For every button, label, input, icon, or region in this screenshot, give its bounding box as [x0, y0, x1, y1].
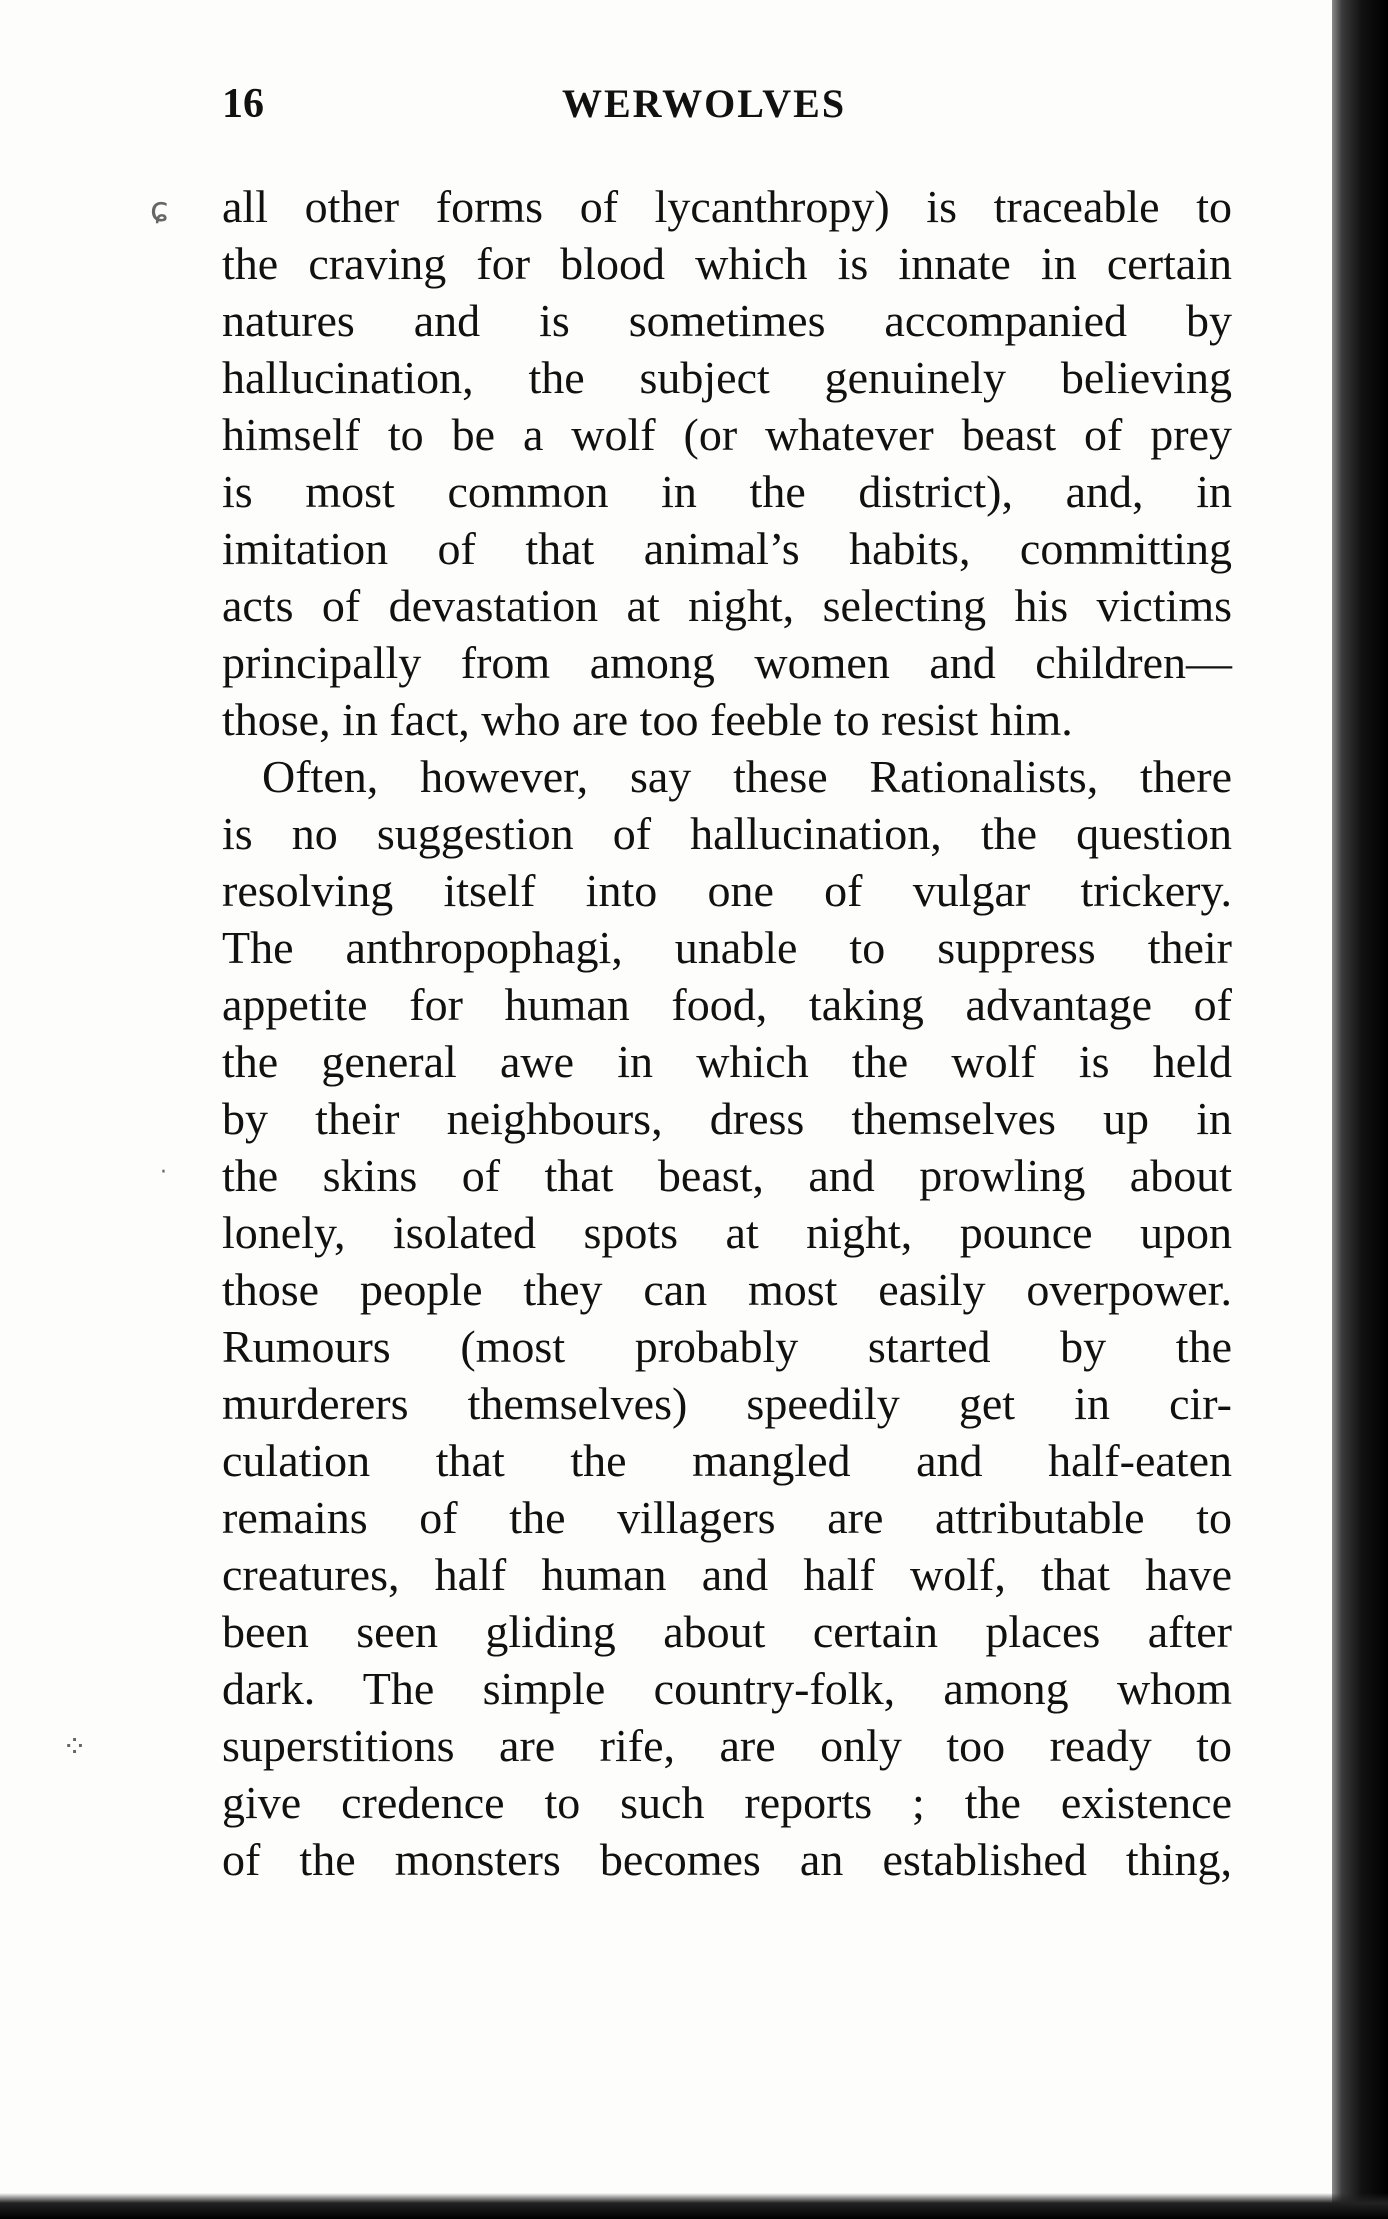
- text-line: himself to be a wolf (or whatever beast of prey: [222, 409, 1232, 460]
- text-line: Often, however, say these Rationalists, there: [262, 751, 1232, 802]
- text-line: creatures, half human and half wolf, that have: [222, 1549, 1232, 1600]
- body-text: [222, 178, 1232, 1888]
- text-line: the craving for blood which is innate in certain: [222, 238, 1232, 289]
- text-line: those, in fact, who are too feeble to resist him.: [222, 694, 1073, 745]
- margin-speck: ·: [160, 1160, 167, 1185]
- text-line: dark. The simple country-folk, among whom: [222, 1663, 1232, 1714]
- text-line: the general awe in which the wolf is held: [222, 1036, 1232, 1087]
- text-line: principally from among women and children—: [222, 637, 1232, 688]
- text-line: hallucination, the subject genuinely believing: [222, 352, 1232, 403]
- text-line: murderers themselves) speedily get in cir-: [222, 1378, 1232, 1429]
- text-line: lonely, isolated spots at night, pounce upon: [222, 1207, 1232, 1258]
- text-line: acts of devastation at night, selecting his victims: [222, 580, 1232, 631]
- text-line: by their neighbours, dress themselves up in: [222, 1093, 1232, 1144]
- text-line: natures and is sometimes accompanied by: [222, 295, 1232, 346]
- text-line: Rumours (most probably started by the: [222, 1321, 1232, 1372]
- text-line: been seen gliding about certain places after: [222, 1606, 1232, 1657]
- page-number: 16: [222, 81, 264, 127]
- text-line: give credence to such reports ; the existence: [222, 1777, 1232, 1828]
- text-line: remains of the villagers are attributable to: [222, 1492, 1232, 1543]
- text-line: all other forms of lycanthropy) is traceable to: [222, 181, 1232, 232]
- text-line: superstitions are rife, are only too ready to: [222, 1720, 1232, 1771]
- page-bottom-edge: [0, 2193, 1388, 2219]
- margin-pencil-mark: ɕ: [150, 190, 169, 230]
- text-line: imitation of that animal’s habits, committing: [222, 523, 1232, 574]
- text-line: culation that the mangled and half-eaten: [222, 1435, 1232, 1486]
- margin-stain: ⁘: [62, 1730, 88, 1765]
- text-line: The anthropophagi, unable to suppress their: [222, 922, 1232, 973]
- text-line: is most common in the district), and, in: [222, 466, 1232, 517]
- text-line: is no suggestion of hallucination, the question: [222, 808, 1232, 859]
- text-line: resolving itself into one of vulgar trickery.: [222, 865, 1232, 916]
- text-line: the skins of that beast, and prowling about: [222, 1150, 1232, 1201]
- text-line: appetite for human food, taking advantage of: [222, 979, 1232, 1030]
- page-header: [222, 80, 1232, 140]
- page-binding-shadow: [1332, 0, 1388, 2219]
- text-line: those people they can most easily overpower.: [222, 1264, 1232, 1315]
- running-title: WERWOLVES: [562, 81, 847, 126]
- text-line: of the monsters becomes an established thing,: [222, 1834, 1232, 1885]
